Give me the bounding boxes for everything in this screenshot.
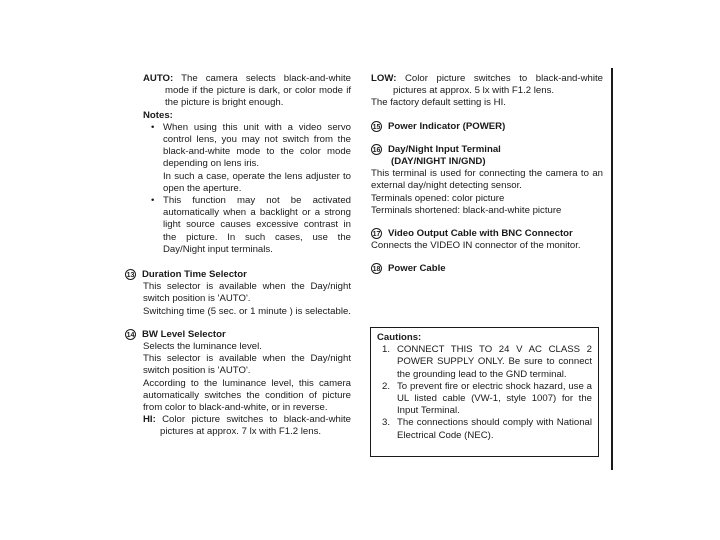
number-badge: 18	[371, 263, 382, 274]
note-extra: In such a case, operate the lens adjuster to open the aperture.	[163, 170, 351, 194]
number-badge: 13	[125, 269, 136, 280]
section-line: According to the luminance level, this camera automatically switches the condition of picture from color to black-and-white, or in reverse.	[143, 377, 351, 414]
caution-text: CONNECT THIS TO 24 V AC CLASS 2 POWER SUPPLY ONLY. Be sure to connect the grounding lead to the GND terminal.	[397, 344, 592, 380]
section-line: Terminals shortened: black-and-white picture	[371, 204, 562, 216]
low-text: Color picture switches to black-and-white pictures at approx. 5 lx with F1.2 lens.	[393, 73, 603, 97]
page-edge-rule	[611, 68, 613, 470]
cautions-list	[377, 344, 598, 442]
caution-item	[377, 417, 598, 441]
number-badge: 16	[371, 144, 382, 155]
caution-item	[377, 381, 598, 418]
right-column	[371, 73, 603, 276]
caution-number: 3.	[382, 417, 391, 429]
section-line: This selector is available when the Day/night switch position is 'AUTO'.	[143, 353, 351, 377]
section-title: Duration Time Selector	[142, 269, 247, 281]
hi-paragraph	[143, 414, 351, 438]
section-title: BW Level Selector	[142, 328, 226, 340]
section-duration-time	[125, 269, 351, 318]
section-title: Day/Night Input Terminal	[388, 143, 501, 155]
cautions-title: Cautions:	[377, 332, 422, 343]
section-line: This selector is available when the Day/night switch position is 'AUTO'.	[143, 281, 351, 305]
hi-text: Color picture switches to black-and-white pictures at approx. 7 lx with F1.2 lens.	[160, 414, 351, 438]
caution-number: 1.	[382, 344, 391, 356]
section-day-night-terminal	[371, 144, 603, 217]
low-label: LOW:	[371, 73, 397, 84]
caution-text: The connections should comply with National Electrical Code (NEC).	[397, 417, 592, 441]
auto-paragraph	[143, 73, 351, 110]
section-subtitle: (DAY/NIGHT IN/GND)	[391, 156, 486, 168]
auto-label: AUTO:	[143, 73, 174, 84]
auto-text: The camera selects black-and-white mode if the picture is dark, or color mode if the picture is bright enough.	[165, 73, 351, 109]
section-line: Selects the luminance level.	[143, 341, 262, 353]
section-title: Power Indicator (POWER)	[388, 120, 506, 132]
default-text: The factory default setting is HI.	[371, 97, 506, 109]
caution-number: 2.	[382, 380, 391, 392]
cautions-box	[370, 327, 599, 457]
note-main: • This function may not be activated automatically when a backlight or a strong light source causes excessive contrast in the picture. In such cases, use the Day/Night input terminals.	[163, 195, 351, 255]
note-item	[143, 195, 351, 256]
caution-text: To prevent fire or electric shock hazard, use a UL listed cable (VW-1, style 1007) for the Input Terminal.	[397, 380, 592, 417]
note-item	[143, 122, 351, 195]
section-line: Terminals opened: color picture	[371, 192, 505, 204]
hi-label: HI:	[143, 414, 156, 426]
number-badge: 17	[371, 228, 382, 239]
section-title: Video Output Cable with BNC Connector	[388, 228, 573, 240]
section-power-indicator	[371, 121, 603, 133]
low-paragraph	[371, 73, 603, 97]
section-line: This terminal is used for connecting the camera to an external day/night detecting sensor.	[371, 168, 603, 192]
number-badge: 14	[125, 329, 136, 340]
section-title: Power Cable	[388, 263, 446, 275]
section-line: Switching time (5 sec. or 1 minute ) is selectable.	[143, 305, 351, 317]
section-power-cable	[371, 263, 603, 275]
left-column	[126, 73, 351, 439]
section-bw-level	[125, 329, 351, 439]
note-main: • When using this unit with a video servo control lens, you may not switch from the black-and-white mode to the color mode depending on lens iris.	[163, 121, 351, 170]
number-badge: 15	[371, 121, 382, 132]
notes-title: Notes:	[143, 109, 173, 121]
section-video-output	[371, 228, 603, 252]
section-line: Connects the VIDEO IN connector of the monitor.	[371, 240, 581, 252]
caution-item	[377, 344, 598, 381]
notes-list	[143, 122, 351, 256]
